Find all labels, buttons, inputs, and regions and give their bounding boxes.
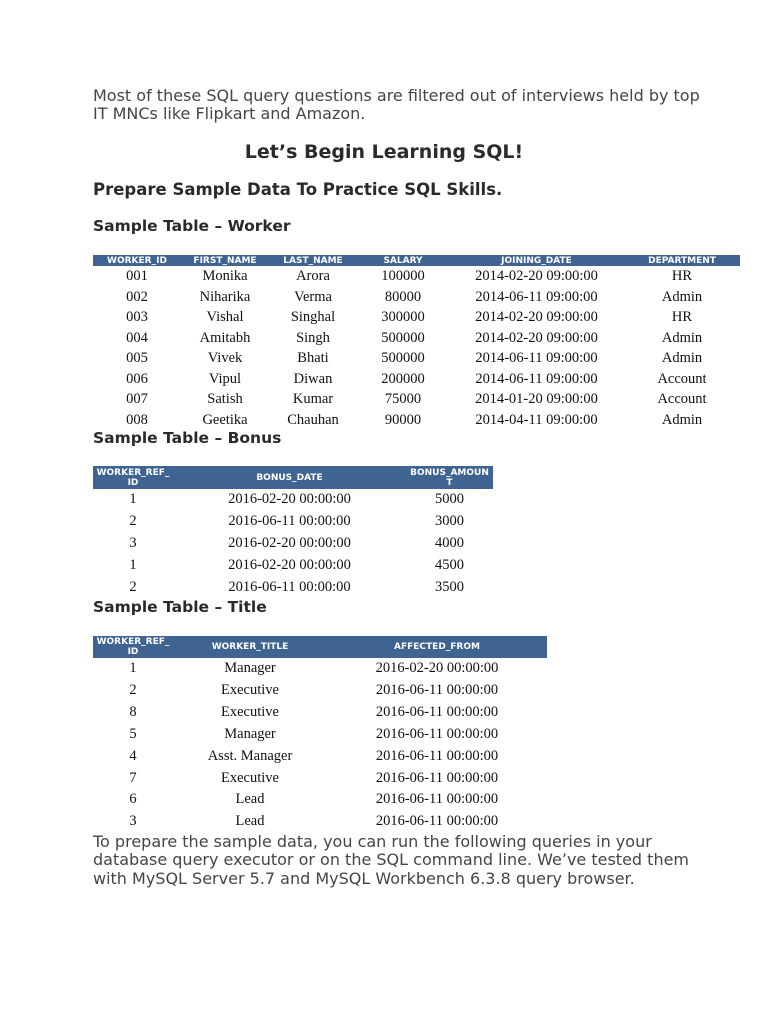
bonus-table — [93, 466, 493, 599]
table-cell: 3 — [129, 813, 137, 830]
table-cell: Executive — [221, 703, 279, 720]
table-cell: 2014-06-11 09:00:00 — [475, 350, 598, 366]
table-cell: 2016-06-11 00:00:00 — [375, 681, 499, 698]
table-cell: 2016-06-11 00:00:00 — [375, 791, 499, 808]
table-cell: 2016-06-11 00:00:00 — [228, 512, 351, 529]
outro-paragraph: To prepare the sample data, you can run the following queries in your database query executor or on the SQL command line. We’ve tested them with MySQL Server 5.7 and MySQL Workbench 6.3.8 query browser. — [93, 832, 690, 888]
bonus-table-title: Sample Table – Bonus — [93, 429, 282, 447]
table-header-row — [93, 466, 493, 489]
table-cell: 5000 — [435, 491, 464, 507]
table-row — [93, 410, 740, 431]
table-cell: 002 — [126, 288, 148, 305]
table-row — [93, 680, 547, 702]
table-cell: Geetika — [202, 411, 248, 428]
title-table-title: Sample Table – Title — [93, 598, 267, 616]
column-header-department: DEPARTMENT — [624, 255, 740, 266]
table-cell: 2016-06-11 00:00:00 — [375, 813, 499, 830]
table-cell: 100000 — [381, 268, 425, 284]
column-header-affected-from: AFFECTED_FROM — [327, 636, 547, 658]
column-header-worker-id: WORKER_ID — [93, 255, 181, 266]
table-cell: 004 — [126, 329, 148, 346]
table-cell: 3 — [129, 534, 137, 551]
table-cell: 300000 — [381, 309, 425, 325]
table-cell: 008 — [126, 411, 148, 428]
table-cell: 500000 — [381, 350, 425, 366]
table-cell: 1 — [129, 660, 137, 676]
table-row — [93, 768, 547, 790]
table-cell: Arora — [296, 268, 330, 284]
table-cell: 1 — [129, 491, 137, 507]
table-row — [93, 533, 493, 555]
column-header-salary: SALARY — [357, 255, 449, 266]
table-cell: Verma — [294, 288, 332, 305]
table-cell: Lead — [235, 813, 265, 830]
table-row — [93, 789, 547, 811]
table-cell: Asst. Manager — [207, 747, 293, 764]
table-cell: 8 — [129, 703, 137, 720]
table-cell: Admin — [661, 329, 703, 346]
table-row — [93, 266, 740, 287]
table-cell: Chauhan — [287, 411, 339, 428]
table-cell: 3000 — [435, 512, 464, 529]
table-cell: 4000 — [435, 534, 464, 551]
table-row — [93, 307, 740, 328]
table-row — [93, 702, 547, 724]
table-cell: 2016-06-11 00:00:00 — [228, 578, 351, 595]
page-title: Let’s Begin Learning SQL! — [244, 141, 524, 163]
title-table — [93, 636, 547, 833]
table-row — [93, 577, 493, 599]
table-cell: Account — [657, 370, 707, 387]
table-row — [93, 511, 493, 533]
table-cell: 7 — [129, 769, 137, 786]
table-row — [93, 489, 493, 511]
column-header-bonus-date: BONUS_DATE — [173, 466, 406, 489]
table-cell: 001 — [126, 268, 148, 284]
worker-table — [93, 255, 740, 430]
table-cell: 2016-02-20 00:00:00 — [228, 556, 351, 573]
section-subtitle: Prepare Sample Data To Practice SQL Skills. — [93, 180, 503, 199]
table-cell: Singhal — [290, 309, 336, 325]
table-cell: 200000 — [381, 370, 425, 387]
table-cell: 2016-06-11 00:00:00 — [375, 747, 499, 764]
table-cell: Kumar — [292, 391, 334, 407]
column-header-last-name: LAST_NAME — [269, 255, 357, 266]
table-cell: HR — [671, 309, 693, 325]
table-cell: 6 — [129, 791, 137, 808]
table-cell: 4500 — [435, 556, 464, 573]
column-header-worker-ref-id: WORKER_REF_ID — [93, 636, 173, 658]
table-row — [93, 287, 740, 308]
table-cell: 2 — [129, 578, 137, 595]
table-cell: Lead — [235, 791, 265, 808]
table-cell: 1 — [129, 556, 137, 573]
table-cell: 500000 — [381, 329, 425, 346]
table-cell: 2 — [129, 681, 137, 698]
table-row — [93, 658, 547, 680]
table-cell: 007 — [126, 391, 148, 407]
table-cell: 2 — [129, 512, 137, 529]
table-cell: 3500 — [435, 578, 464, 595]
table-cell: Vivek — [207, 350, 243, 366]
table-cell: Executive — [221, 681, 279, 698]
table-row — [93, 389, 740, 410]
table-cell: 75000 — [384, 391, 422, 407]
table-cell: Admin — [661, 411, 703, 428]
table-cell: 2014-02-20 09:00:00 — [475, 268, 598, 284]
table-header-row — [93, 636, 547, 658]
table-cell: 003 — [126, 309, 148, 325]
table-cell: Vishal — [206, 309, 244, 325]
column-header-worker-ref-id: WORKER_REF_ID — [93, 466, 173, 489]
table-row — [93, 746, 547, 768]
table-cell: 2016-02-20 00:00:00 — [228, 534, 351, 551]
table-cell: 2014-02-20 09:00:00 — [475, 309, 598, 325]
table-cell: 2014-01-20 09:00:00 — [475, 391, 598, 407]
table-cell: Satish — [207, 391, 243, 407]
table-cell: Singh — [296, 329, 330, 346]
table-cell: Bhati — [297, 350, 329, 366]
table-row — [93, 328, 740, 349]
table-cell: 80000 — [384, 288, 422, 305]
table-cell: 90000 — [384, 411, 422, 428]
table-row — [93, 724, 547, 746]
table-cell: 005 — [126, 350, 148, 366]
table-cell: Executive — [221, 769, 279, 786]
table-cell: Amitabh — [199, 329, 251, 346]
column-header-joining-date: JOINING_DATE — [449, 255, 624, 266]
table-row — [93, 811, 547, 833]
table-cell: 2014-02-20 09:00:00 — [475, 329, 598, 346]
table-cell: 2014-06-11 09:00:00 — [475, 370, 598, 387]
table-cell: 4 — [129, 747, 137, 764]
table-cell: Diwan — [293, 370, 333, 387]
table-header-row — [93, 255, 740, 266]
table-cell: 2016-02-20 00:00:00 — [228, 491, 351, 507]
table-row — [93, 555, 493, 577]
table-cell: Vipul — [208, 370, 242, 387]
column-header-bonus-amount: BONUS_AMOUNT — [406, 466, 493, 489]
table-cell: HR — [671, 268, 693, 284]
worker-table-title: Sample Table – Worker — [93, 217, 291, 235]
table-cell: 5 — [129, 725, 137, 742]
table-cell: Niharika — [199, 288, 251, 305]
table-cell: Manager — [224, 725, 276, 742]
table-cell: 2016-06-11 00:00:00 — [375, 769, 499, 786]
table-cell: Manager — [224, 660, 276, 676]
table-cell: 2016-02-20 00:00:00 — [375, 660, 499, 676]
table-row — [93, 348, 740, 369]
table-cell: 2016-06-11 00:00:00 — [375, 703, 499, 720]
table-row — [93, 369, 740, 390]
column-header-worker-title: WORKER_TITLE — [173, 636, 327, 658]
table-cell: Admin — [661, 350, 703, 366]
column-header-first-name: FIRST_NAME — [181, 255, 269, 266]
table-cell: Monika — [202, 268, 248, 284]
intro-paragraph: Most of these SQL query questions are filtered out of interviews held by top IT MNCs like Flipkart and Amazon. — [93, 86, 700, 123]
table-cell: 2014-06-11 09:00:00 — [475, 288, 598, 305]
table-cell: Account — [657, 391, 707, 407]
table-cell: 2014-04-11 09:00:00 — [475, 411, 598, 428]
table-cell: 006 — [126, 370, 148, 387]
table-cell: Admin — [661, 288, 703, 305]
table-cell: 2016-06-11 00:00:00 — [375, 725, 499, 742]
